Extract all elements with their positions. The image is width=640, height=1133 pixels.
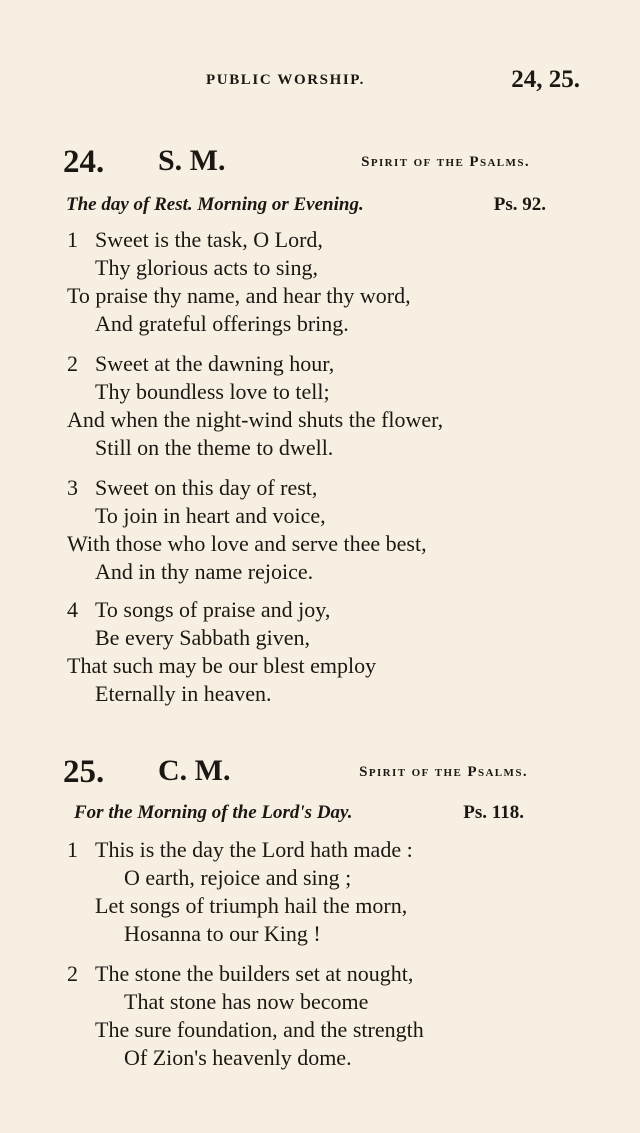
stanza-line: And grateful offerings bring. (95, 311, 349, 336)
stanza-line: That such may be our blest employ (67, 653, 377, 678)
hymn-24-subheading (66, 194, 546, 220)
running-head (0, 66, 640, 96)
stanza-line: This is the day the Lord hath made : (95, 837, 413, 862)
stanza-line: To join in heart and voice, (95, 503, 326, 528)
stanza-line: Hosanna to our King ! (124, 921, 321, 946)
hymn-source: Spirit of the Psalms. (359, 764, 528, 780)
running-head-title: PUBLIC WORSHIP. (206, 72, 366, 88)
hymn-25-header (0, 754, 640, 794)
stanza-line: Still on the theme to dwell. (95, 435, 334, 460)
stanza-line: With those who love and serve thee best, (67, 531, 427, 556)
hymn-number: 25. (63, 754, 105, 790)
stanza-line: Sweet is the task, O Lord, (95, 227, 323, 252)
hymn-number: 24. (63, 144, 105, 180)
stanza-line: Thy glorious acts to sing, (95, 255, 319, 280)
running-head-page-numbers: 24, 25. (511, 66, 580, 93)
stanza-number: 2 (67, 351, 78, 376)
stanza-line: To songs of praise and joy, (95, 597, 331, 622)
stanza-line: The stone the builders set at nought, (95, 961, 414, 986)
stanza-line: O earth, rejoice and sing ; (124, 865, 352, 890)
hymn-topic: The day of Rest. Morning or Evening. (66, 194, 364, 215)
stanza-number: 4 (67, 597, 78, 622)
stanza-line: And in thy name rejoice. (95, 559, 314, 584)
hymn-24-header (0, 144, 640, 184)
stanza-number: 2 (67, 961, 78, 986)
stanza-number: 1 (67, 227, 78, 252)
stanza-line: Of Zion's heavenly dome. (124, 1045, 352, 1070)
hymn-psalm-reference: Ps. 118. (463, 802, 524, 823)
hymn-meter: C. M. (158, 754, 231, 787)
stanza-line: Thy boundless love to tell; (95, 379, 330, 404)
hymn-meter: S. M. (158, 144, 226, 177)
stanza-line: The sure foundation, and the strength (95, 1017, 424, 1042)
hymn-source: Spirit of the Psalms. (361, 154, 530, 170)
stanza-line: Sweet at the dawning hour, (95, 351, 335, 376)
stanza-line: Let songs of triumph hail the morn, (95, 893, 408, 918)
stanza-line: That stone has now become (124, 989, 369, 1014)
stanza-line: Be every Sabbath given, (95, 625, 311, 650)
stanza-line: To praise thy name, and hear thy word, (67, 283, 411, 308)
hymn-topic: For the Morning of the Lord's Day. (74, 802, 353, 823)
stanza-line: And when the night-wind shuts the flower, (67, 407, 444, 432)
stanza-line: Eternally in heaven. (95, 681, 272, 706)
hymn-psalm-reference: Ps. 92. (493, 194, 546, 215)
stanza-number: 1 (67, 837, 78, 862)
hymn-25-subheading (74, 802, 524, 828)
stanza-number: 3 (67, 475, 78, 500)
stanza-line: Sweet on this day of rest, (95, 475, 318, 500)
